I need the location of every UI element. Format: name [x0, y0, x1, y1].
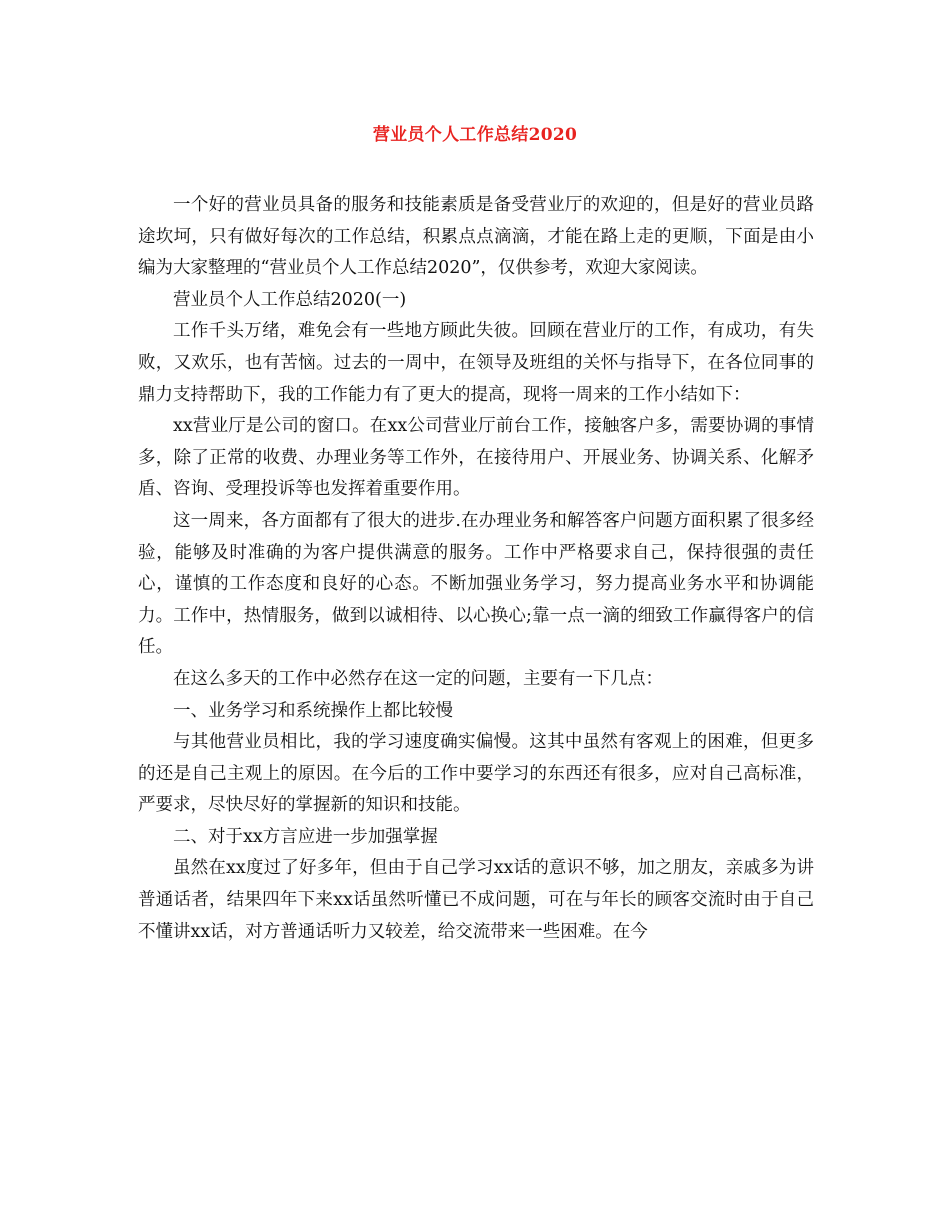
paragraph: 工作千头万绪，难免会有一些地方顾此失彼。回顾在营业厅的工作，有成功，有失败，又欢乐，也有苦恼。过去的一周中，在领导及班组的关怀与指导下，在各位同事的鼎力支持帮助下，我的工作能力有了更大的提高，现将一周来的工作小结如下： [138, 321, 814, 405]
subheading: 二、对于xx方言应进一步加强掌握 [173, 826, 438, 847]
subheading: 一、业务学习和系统操作上都比较慢 [173, 700, 453, 721]
paragraph: xx营业厅是公司的窗口。在xx公司营业厅前台工作，接触客户多，需要协调的事情多，除了正常的收费、办理业务等工作外，在接待用户、开展业务、协调关系、化解矛盾、咨询、受理投诉等也发挥着重要作用。 [138, 416, 814, 500]
paragraph: 虽然在xx度过了好多年，但由于自己学习xx话的意识不够，加之朋友，亲戚多为讲普通话者，结果四年下来xx话虽然听懂已不成问题，可在与年长的顾客交流时由于自己不懂讲xx话，对方普通话听力又较差，给交流带来一些困难。在今 [138, 858, 814, 942]
paragraph: 与其他营业员相比，我的学习速度确实偏慢。这其中虽然有客观上的困难，但更多的还是自己主观上的原因。在今后的工作中要学习的东西还有很多，应对自己高标准，严要求，尽快尽好的掌握新的知识和技能。 [138, 732, 814, 816]
document-body [138, 190, 814, 948]
paragraph: 这一周来，各方面都有了很大的进步.在办理业务和解答客户问题方面积累了很多经验，能够及时准确的为客户提供满意的服务。工作中严格要求自己，保持很强的责任心，谨慎的工作态度和良好的心态。不断加强业务学习，努力提高业务水平和协调能力。工作中，热情服务，做到以诚相待、以心换心;靠一点一滴的细致工作赢得客户的信任。 [138, 510, 814, 658]
document-title: 营业员个人工作总结2020 [372, 125, 578, 145]
paragraph: 在这么多天的工作中必然存在这一定的问题，主要有一下几点： [173, 668, 663, 689]
section-heading: 营业员个人工作总结2020(一) [173, 289, 407, 310]
paragraph-intro: 一个好的营业员具备的服务和技能素质是备受营业厅的欢迎的，但是好的营业员路途坎坷，只有做好每次的工作总结，积累点点滴滴，才能在路上走的更顺，下面是由小编为大家整理的“营业员个人工作总结2020”，仅供参考，欢迎大家阅读。 [138, 195, 814, 279]
